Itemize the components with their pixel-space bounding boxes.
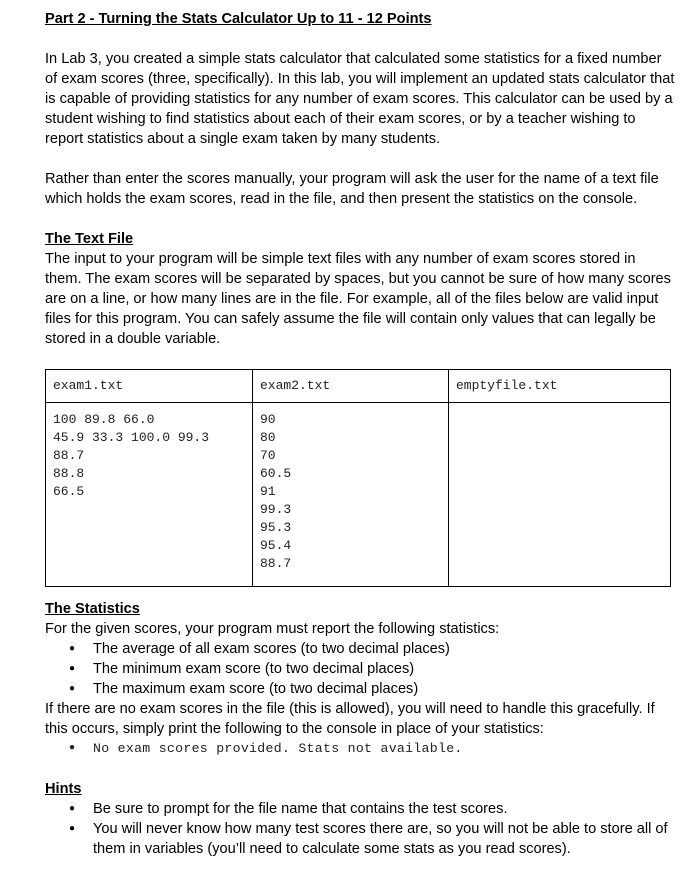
file-line: 70: [260, 448, 276, 463]
table-header-cell: emptyfile.txt: [449, 370, 671, 403]
statistics-intro: For the given scores, your program must report the following statistics:: [45, 621, 500, 637]
file-line: 60.5: [260, 466, 292, 481]
statistics-list: [45, 639, 675, 699]
list-item: ● The average of all exam scores (to two decimal places): [45, 639, 675, 659]
hints-list: [45, 799, 675, 859]
list-item: ● Be sure to prompt for the file name that contains the test scores.: [45, 799, 675, 819]
file-contents-exam2: [253, 403, 449, 587]
file-line: 99.3: [260, 502, 292, 517]
text-file-body: The input to your program will be simple text files with any number of exam scores stored in them. The exam scores will be separated by spaces, but you cannot be sure of how many scores are on a line, or how many lines are in the file. For example, all of the files below are valid input files for this program. You can safely assume the file will contain only values that can legally be stored in a double variable.: [45, 251, 671, 347]
table-header-cell: exam2.txt: [253, 370, 449, 403]
empty-file-note: If there are no exam scores in the file (this is allowed), you will need to handle this gracefully. If this occurs, simply print the following to the console in place of your statistics:: [45, 701, 655, 737]
empty-message: ● No exam scores provided. Stats not available.: [45, 739, 675, 759]
statistics-heading: The Statistics: [45, 601, 140, 617]
hints-heading: Hints: [45, 781, 82, 797]
file-line: 95.4: [260, 538, 292, 553]
list-item: ● You will never know how many test scores there are, so you will not be able to store all of them in variables (you’ll need to calculate some stats as you read scores).: [45, 819, 675, 859]
text-file-heading: The Text File: [45, 231, 134, 247]
file-line: 88.8: [53, 466, 85, 481]
file-contents-exam1: [46, 403, 253, 587]
file-line: 66.5: [53, 484, 85, 499]
list-item: ● The maximum exam score (to two decimal places): [45, 679, 675, 699]
file-line: 88.7: [53, 448, 85, 463]
file-contents-emptyfile: [449, 403, 671, 587]
file-line: 90: [260, 412, 276, 427]
page-title: Part 2 - Turning the Stats Calculator Up to 11 - 12 Points: [45, 11, 432, 27]
table-header-cell: exam1.txt: [46, 370, 253, 403]
example-files-table: [45, 369, 671, 587]
file-line: 100 89.8 66.0: [53, 412, 155, 427]
empty-message-list: [45, 739, 675, 759]
list-item: ● The minimum exam score (to two decimal places): [45, 659, 675, 679]
intro-paragraph-1: In Lab 3, you created a simple stats calculator that calculated some statistics for a fixed number of exam scores (three, specifically). In this lab, you will implement an updated stats calculator that is capable of providing statistics for any number of exam scores. This calculator can be used by a student wishing to find statistics about each of their exam scores, or by a teacher wishing to report statistics about a single exam taken by many students.: [45, 51, 675, 147]
file-line: 95.3: [260, 520, 292, 535]
intro-paragraph-2: Rather than enter the scores manually, your program will ask the user for the name of a text file which holds the exam scores, read in the file, and then present the statistics on the console.: [45, 171, 659, 207]
file-line: 88.7: [260, 556, 292, 571]
file-line: 45.9 33.3 100.0 99.3: [53, 430, 210, 445]
file-line: 91: [260, 484, 276, 499]
file-line: 80: [260, 430, 276, 445]
